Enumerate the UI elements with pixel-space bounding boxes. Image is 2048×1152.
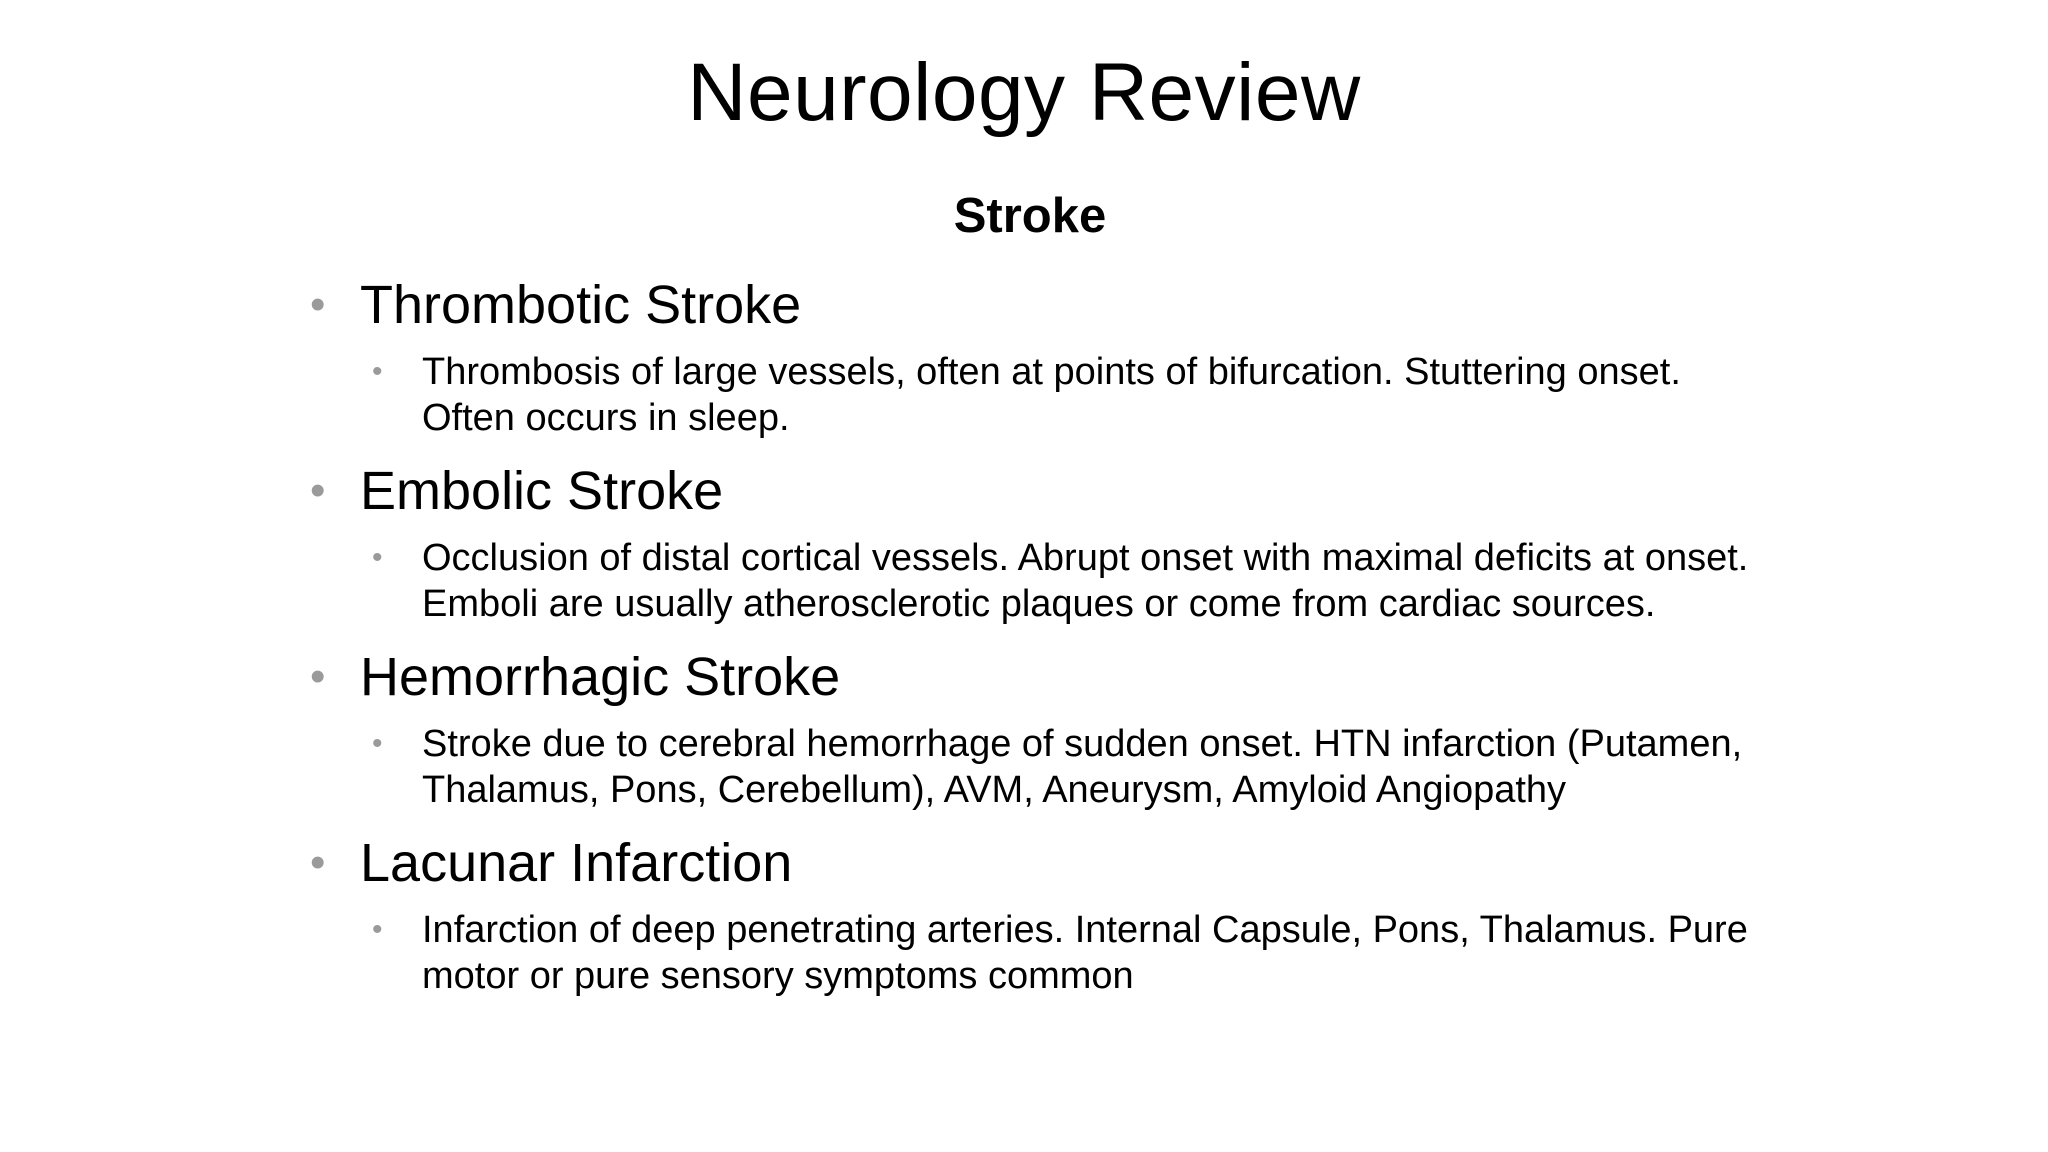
bullet-detail: [310, 907, 1780, 999]
bullet-detail: [310, 349, 1780, 441]
bullet-detail-text: Infarction of deep penetrating arteries. Internal Capsule, Pons, Thalamus. Pure motor or pure sensory symptoms common: [422, 909, 1748, 997]
sub-bullet-icon: •: [372, 541, 383, 574]
sub-bullet-icon: •: [372, 913, 383, 946]
sub-bullet-icon: •: [372, 727, 383, 760]
bullet-detail: [310, 535, 1780, 627]
bullet-heading-text: Embolic Stroke: [360, 461, 724, 521]
section-thrombotic-stroke: [310, 275, 1780, 441]
bullet-icon: •: [310, 280, 326, 329]
bullet-heading: [310, 461, 1780, 521]
bullet-heading-text: Thrombotic Stroke: [360, 275, 802, 335]
bullet-heading-text: Lacunar Infarction: [360, 833, 793, 893]
bullet-heading: [310, 275, 1780, 335]
sub-bullet-icon: •: [372, 355, 383, 388]
bullet-icon: •: [310, 838, 326, 887]
bullet-icon: •: [310, 466, 326, 515]
section-hemorrhagic-stroke: [310, 647, 1780, 813]
bullet-detail-text: Thrombosis of large vessels, often at points of bifurcation. Stuttering onset. Often occurs in sleep.: [422, 351, 1681, 439]
section-lacunar-infarction: [310, 833, 1780, 999]
bullet-heading: [310, 647, 1780, 707]
bullet-detail: [310, 721, 1780, 813]
bullet-list: [310, 275, 1780, 1019]
slide-title: Neurology Review: [687, 47, 1361, 138]
bullet-detail-text: Stroke due to cerebral hemorrhage of sudden onset. HTN infarction (Putamen, Thalamus, Pons, Cerebellum), AVM, Aneurysm, Amyloid Angiopathy: [422, 723, 1743, 811]
bullet-detail-text: Occlusion of distal cortical vessels. Abrupt onset with maximal deficits at onset. Emboli are usually atherosclerotic plaques or come from cardiac sources.: [422, 537, 1749, 625]
bullet-heading-text: Hemorrhagic Stroke: [360, 647, 841, 707]
slide-subtitle: Stroke: [953, 189, 1107, 243]
section-embolic-stroke: [310, 461, 1780, 627]
bullet-heading: [310, 833, 1780, 893]
bullet-icon: •: [310, 652, 326, 701]
